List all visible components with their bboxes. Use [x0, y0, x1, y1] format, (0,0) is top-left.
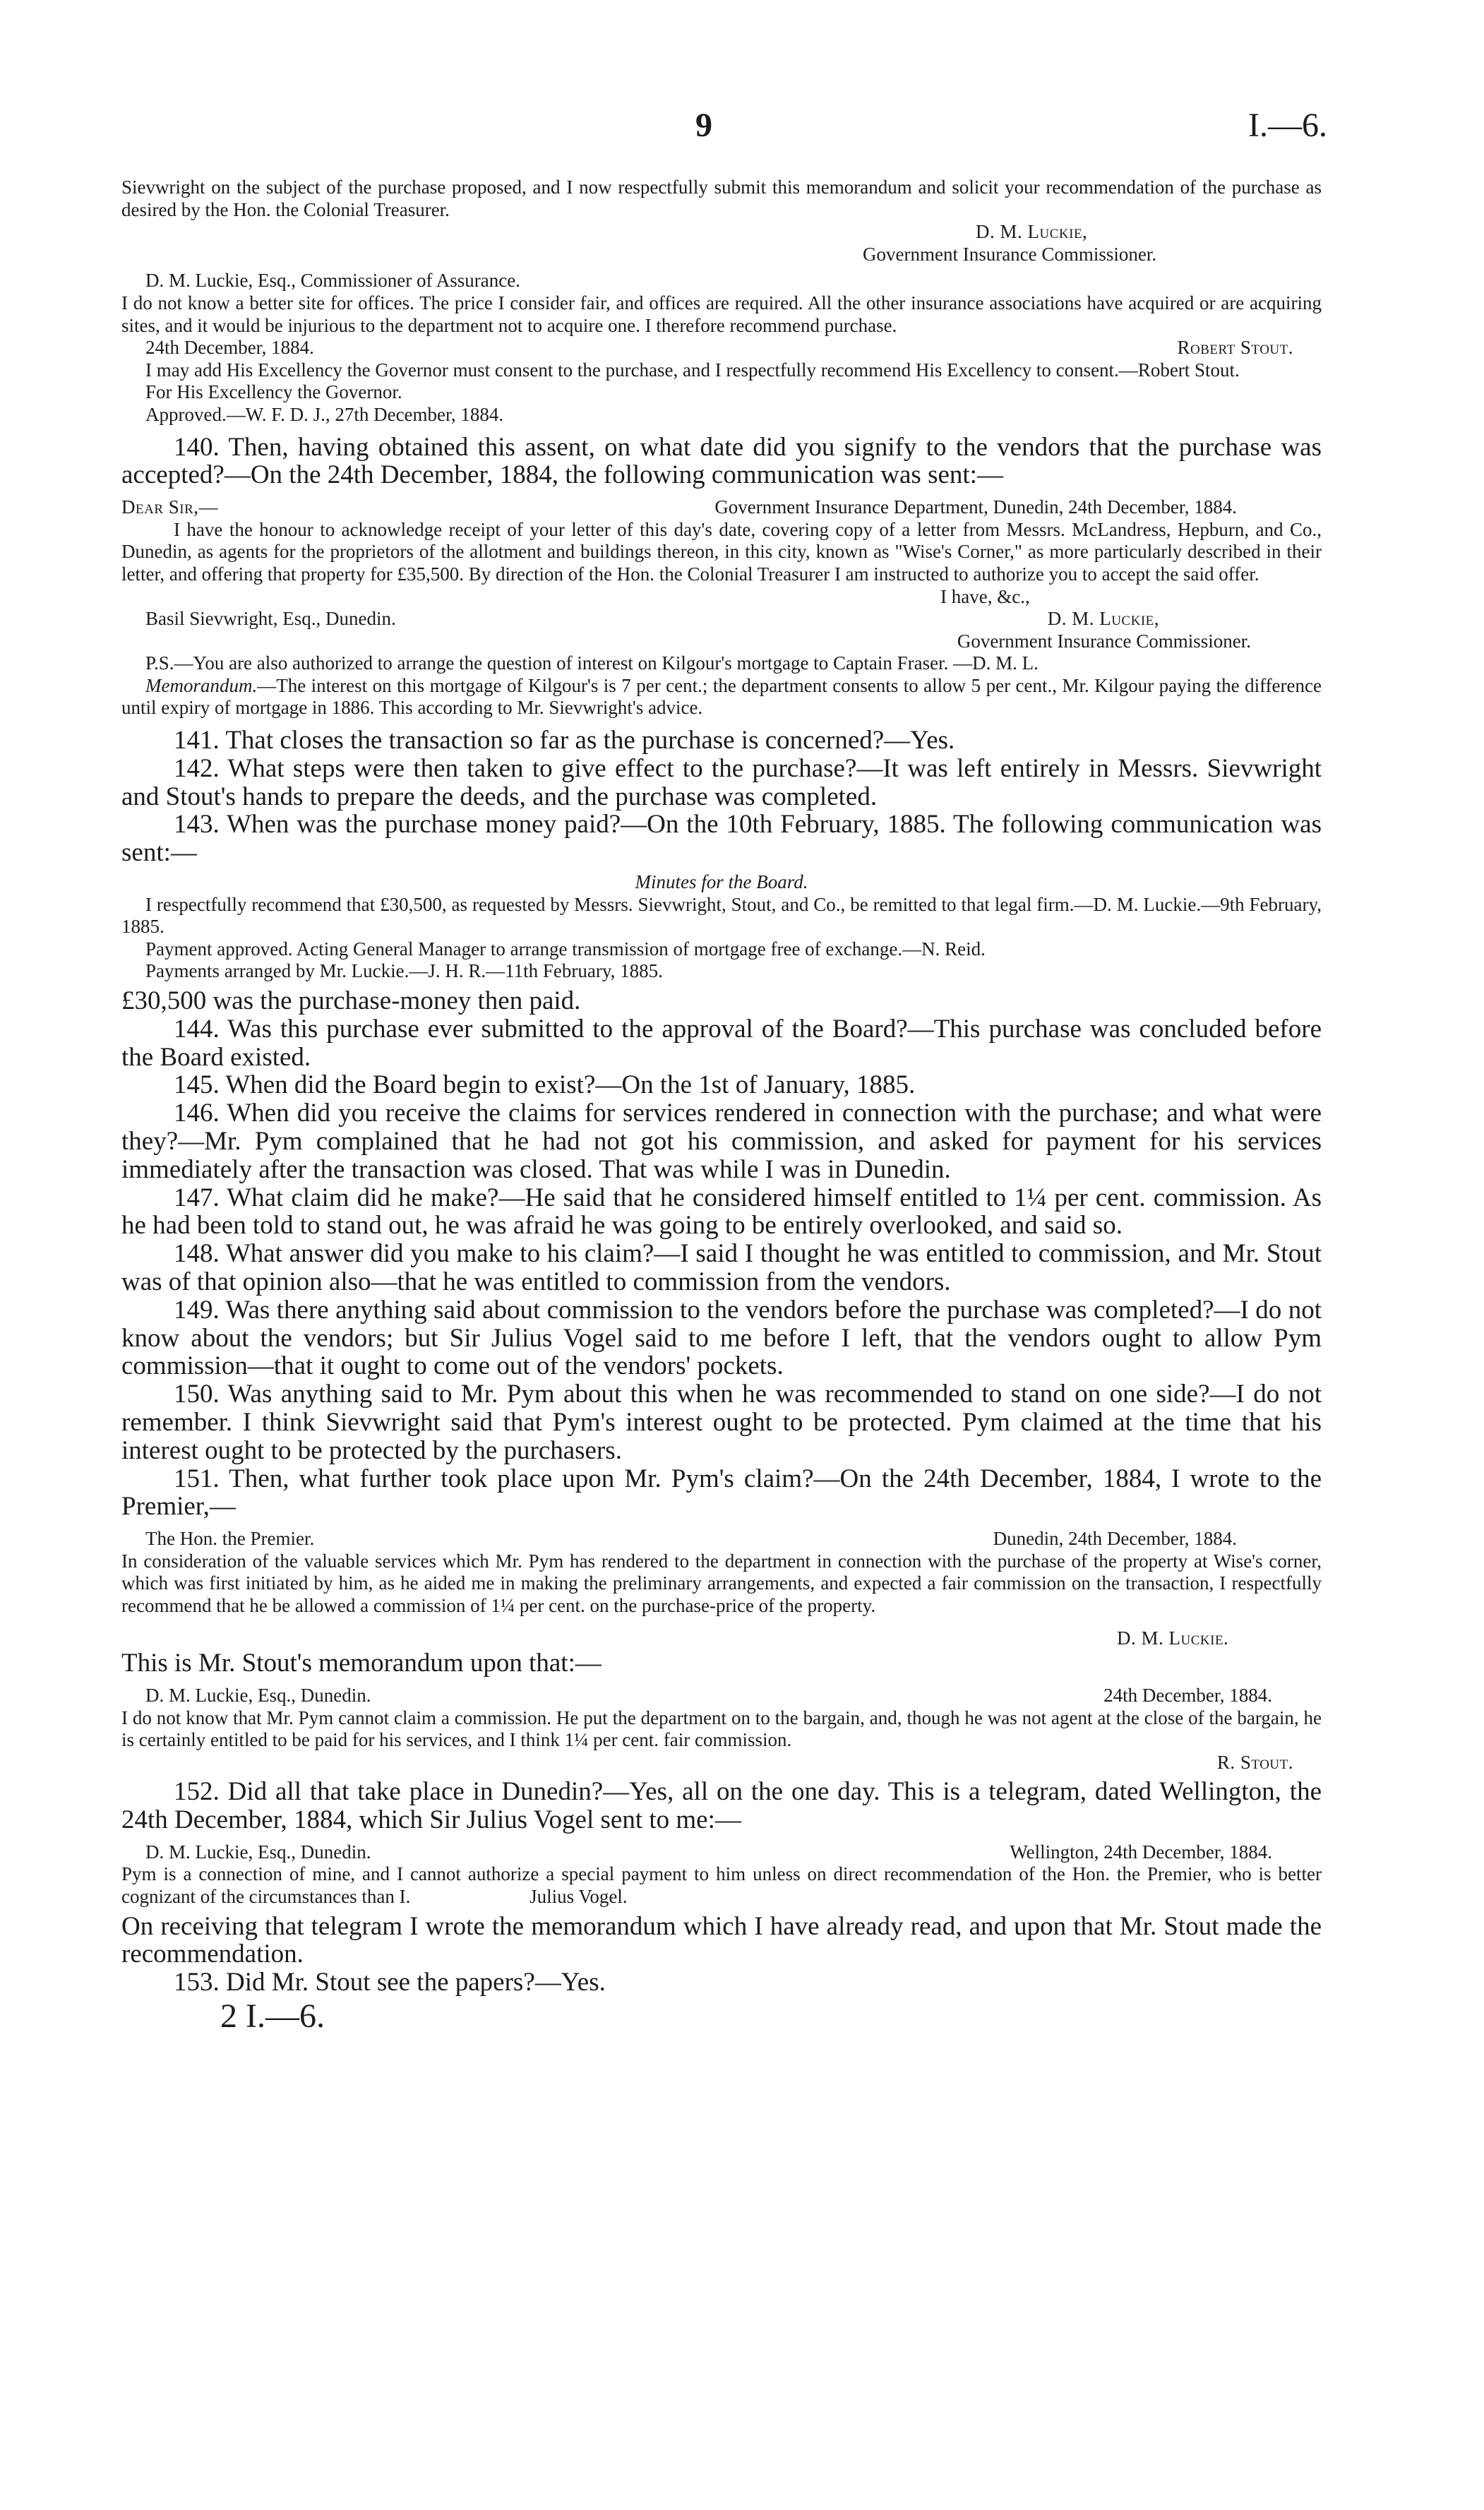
- minutes-heading: Minutes for the Board.: [635, 871, 808, 893]
- signature-block: [121, 221, 1322, 265]
- letter-closing: I have, &c.,: [940, 585, 1030, 607]
- salutation: Dear Sir,—: [121, 496, 219, 518]
- question-142: 142. What steps were then taken to give effect to the purchase?—It was left entirely in Messrs. Sievwright and Stout's hands to prepare the deeds, and the purchase was completed.: [121, 753, 1322, 811]
- addressee: Basil Sievwright, Esq., Dunedin.: [145, 608, 396, 630]
- signatory-name: D. M. Luckie.: [1117, 1627, 1229, 1649]
- page-header: [0, 106, 1484, 155]
- memorandum-label: Memorandum.: [145, 674, 258, 696]
- letter-body: In consideration of the valuable services which Mr. Pym has rendered to the department in connection with the purchase of the property at Wise's corner, which was first initiated by him, as he aided me in making the preliminary arrangements, and expected a fair commission on the transaction, I respectfully recommend that he be allowed a commission of 1¼ per cent. on the purchase-price of the property.: [121, 1550, 1322, 1616]
- letter-place-date: Dunedin, 24th December, 1884.: [993, 1528, 1237, 1550]
- paragraph: D. M. Luckie, Esq., Commissioner of Assurance.: [145, 270, 520, 292]
- question-150: 150. Was anything said to Mr. Pym about this when he was recommended to stand on one side?—I do not remember. I think Sievwright said that Pym's interest ought to be protected. Pym claimed at the time that his interest ought to be protected by the purchasers.: [121, 1380, 1322, 1465]
- memo-heading: [121, 1685, 1322, 1707]
- letter-addressee-line: [121, 608, 1322, 631]
- paragraph: Approved.—W. F. D. J., 27th December, 1884.: [145, 403, 504, 425]
- signatory-title: Government Insurance Commissioner.: [863, 243, 1157, 265]
- paragraph: For His Excellency the Governor.: [145, 381, 402, 403]
- question-144: 144. Was this purchase ever submitted to the approval of the Board?—This purchase was concluded before the Board existed.: [121, 1014, 1322, 1072]
- telegram-heading: [121, 1841, 1322, 1864]
- letter-heading: [121, 496, 1322, 519]
- memo-body: I do not know that Mr. Pym cannot claim a commission. He put the department on to the bargain, and, though he was not agent at the close of the bargain, he is certainly entitled to be paid for his services, and I think 1¼ per cent. fair commission.: [121, 1707, 1322, 1751]
- paragraph: I do not know a better site for offices. The price I consider fair, and offices are required. All the other insurance associations have acquired or are acquiring sites, and it would be injurious to the department not to acquire one. I therefore recommend purchase.: [121, 292, 1322, 336]
- paper-reference: I.—6.: [1248, 107, 1327, 144]
- question-152: 152. Did all that take place in Dunedin?—Yes, all on the one day. This is a telegram, dated Wellington, the 24th December, 1884, which Sir Julius Vogel sent to me:—: [121, 1777, 1322, 1835]
- signatory-title: Government Insurance Commissioner.: [957, 630, 1251, 652]
- addressee: The Hon. the Premier.: [145, 1528, 315, 1550]
- signatory-name: D. M. Luckie,: [1047, 608, 1159, 630]
- question-145: 145. When did the Board begin to exist?—On the 1st of January, 1885.: [174, 1070, 916, 1100]
- paragraph: I may add His Excellency the Governor must consent to the purchase, and I respectfully recommend His Excellency to consent.—Robert Stout.: [145, 359, 1240, 381]
- signatory-name: D. M. Luckie,: [976, 221, 1088, 243]
- question-147: 147. What claim did he make?—He said that he considered himself entitled to 1¼ per cent. commission. As he had been told to stand out, he was afraid he was going to be entirely overlooked, and said so.: [121, 1183, 1322, 1241]
- line-right: Robert Stout.: [1177, 337, 1293, 359]
- paragraph: On receiving that telegram I wrote the memorandum which I have already read, and upon that Mr. Stout made the recommendation.: [121, 1911, 1322, 1969]
- memo-date: 24th December, 1884.: [1103, 1684, 1272, 1706]
- question-151: 151. Then, what further took place upon Mr. Pym's claim?—On the 24th December, 1884, I wrote to the Premier,—: [121, 1464, 1322, 1522]
- question-143: 143. When was the purchase money paid?—On the 10th February, 1885. The following communication was sent:—: [121, 810, 1322, 868]
- line-left: 24th December, 1884.: [145, 337, 314, 359]
- minute-entry: Payment approved. Acting General Manager to arrange transmission of mortgage free of exchange.—N. Reid.: [145, 938, 986, 960]
- paragraph: This is Mr. Stout's memorandum upon that:—: [121, 1649, 602, 1678]
- minute-entry: I respectfully recommend that £30,500, as requested by Messrs. Sievwright, Stout, and Co., be remitted to that legal firm.—D. M. Luckie.—9th February, 1885.: [121, 893, 1322, 938]
- memorandum: [121, 675, 1322, 719]
- page-number: 9: [695, 107, 712, 144]
- minute-entry: Payments arranged by Mr. Luckie.—J. H. R.—11th February, 1885.: [145, 960, 663, 982]
- telegram-body: Pym is a connection of mine, and I cannot authorize a special payment to him unless on direct recommendation of the Hon. the Premier, who is better cognizant of the circumstances than I. Julius Vogel.: [121, 1863, 1327, 1908]
- question-149: 149. Was there anything said about commission to the vendors before the purchase was completed?—I do not know about the vendors; but Sir Julius Vogel said to me before I left, that the vendors ought to allow Pym commission—that it ought to come out of the vendors' pockets.: [121, 1295, 1322, 1381]
- letter-address-date: Government Insurance Department, Dunedin, 24th December, 1884.: [714, 496, 1237, 518]
- addressee: D. M. Luckie, Esq., Dunedin.: [145, 1841, 371, 1863]
- letter-body: I have the honour to acknowledge receipt of your letter of this day's date, covering copy of a letter from Messrs. McLandress, Hepburn, and Co., Dunedin, as agents for the proprietors of the allotment and buildings thereon, in this city, known as "Wise's Corner," as more particularly described in their letter, and offering that property for £35,500. By direction of the Hon. the Colonial Treasurer I am instructed to authorize you to accept the said offer.: [121, 518, 1322, 585]
- telegram-place-date: Wellington, 24th December, 1884.: [1010, 1841, 1272, 1863]
- signature-mark: 2 I.—6.: [220, 1997, 325, 2036]
- signatory-name: R. Stout.: [1216, 1751, 1293, 1773]
- question-146: 146. When did you receive the claims for services rendered in connection with the purchase; and what were they?—Mr. Pym complained that he had not got his commission, and asked for payment for his services immediately after the transaction was closed. That was while I was in Dunedin.: [121, 1099, 1322, 1184]
- question-141: 141. That closes the transaction so far as the purchase is concerned?—Yes.: [174, 726, 955, 755]
- postscript: P.S.—You are also authorized to arrange the question of interest on Kilgour's mortgage to Captain Fraser. —D. M. L.: [145, 652, 1039, 674]
- date-signature-line: [121, 337, 1322, 359]
- paragraph: £30,500 was the purchase-money then paid.: [121, 986, 581, 1016]
- paragraph: Sievwright on the subject of the purchase proposed, and I now respectfully submit this memorandum and solicit your recommendation of the purchase as desired by the Hon. the Colonial Treasurer.: [121, 177, 1322, 220]
- memorandum-text: —The interest on this mortgage of Kilgour's is 7 per cent.; the department consents to allow 5 per cent., Mr. Kilgour paying the difference until expiry of mortgage in 1886. This according to Mr. Sievwright's advice.: [121, 674, 1322, 719]
- letter-heading: [121, 1528, 1322, 1550]
- text-column: [121, 177, 1327, 2036]
- question-148: 148. What answer did you make to his claim?—I said I thought he was entitled to commission, and Mr. Stout was of that opinion also—that he was entitled to commission from the vendors.: [121, 1239, 1322, 1296]
- question-140: 140. Then, having obtained this assent, on what date did you signify to the vendors that the purchase was accepted?—On the 24th December, 1884, the following communication was sent:—: [121, 432, 1322, 490]
- addressee: D. M. Luckie, Esq., Dunedin.: [145, 1684, 371, 1706]
- question-153: 153. Did Mr. Stout see the papers?—Yes.: [174, 1968, 606, 1997]
